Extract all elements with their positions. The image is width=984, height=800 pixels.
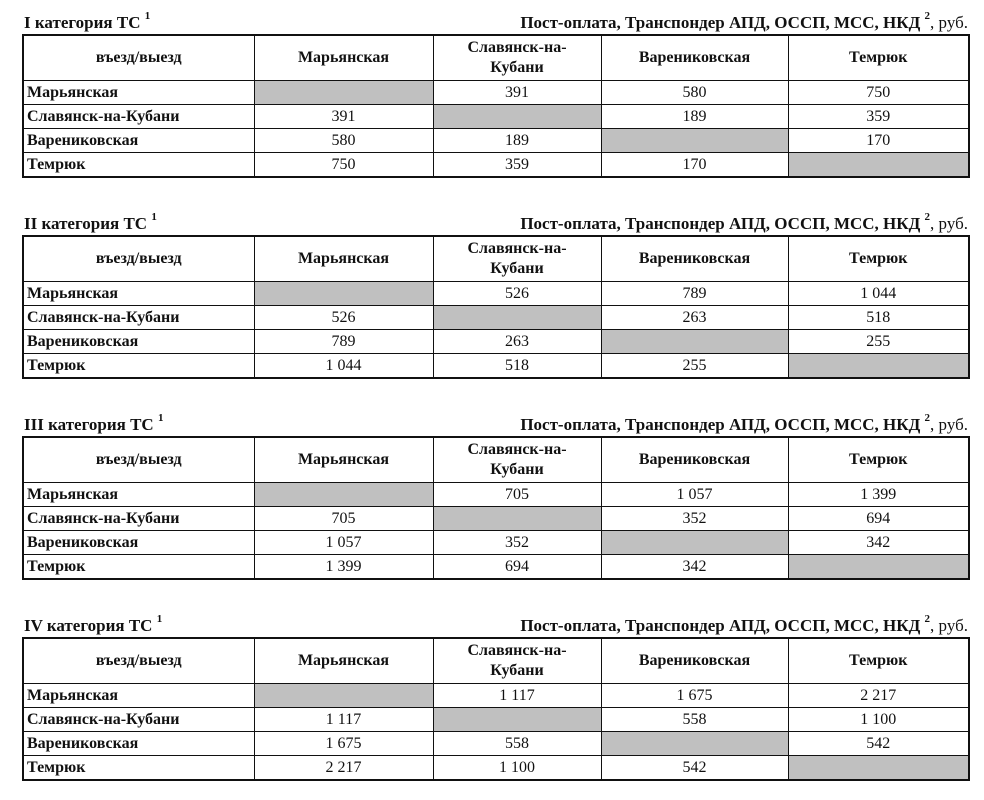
table-row — [23, 81, 969, 105]
payment-method-caption: Пост-оплата, Транспондер АПД, ОССП, МСС, НКД $^2$, руб. — [520, 211, 968, 233]
table-row — [23, 282, 969, 306]
tariff-table — [22, 637, 970, 781]
price-cell: 580 — [601, 81, 788, 105]
table-caption — [22, 12, 968, 34]
tariff-table — [22, 235, 970, 379]
payment-method-caption: Пост-оплата, Транспондер АПД, ОССП, МСС, НКД $^2$, руб. — [520, 412, 968, 434]
column-header: Марьянская — [254, 236, 433, 282]
table-row — [23, 708, 969, 732]
row-header: Марьянская — [23, 684, 254, 708]
payment-method-caption: Пост-оплата, Транспондер АПД, ОССП, МСС, НКД $^2$, руб. — [520, 10, 968, 32]
empty-cell — [601, 330, 788, 354]
empty-cell — [788, 555, 969, 580]
table-row — [23, 507, 969, 531]
table-row — [23, 684, 969, 708]
corner-header: въезд/выезд — [23, 236, 254, 282]
table-row — [23, 330, 969, 354]
price-cell: 542 — [601, 756, 788, 781]
payment-method-caption: Пост-оплата, Транспондер АПД, ОССП, МСС, НКД $^2$, руб. — [520, 613, 968, 635]
empty-cell — [254, 483, 433, 507]
column-header: Варениковская — [601, 236, 788, 282]
price-cell: 1 675 — [254, 732, 433, 756]
column-header: Темрюк — [788, 437, 969, 483]
price-cell: 1 100 — [788, 708, 969, 732]
column-header: Марьянская — [254, 35, 433, 81]
price-cell: 1 044 — [254, 354, 433, 379]
row-header: Варениковская — [23, 531, 254, 555]
price-cell: 789 — [601, 282, 788, 306]
empty-cell — [433, 105, 601, 129]
corner-header: въезд/выезд — [23, 437, 254, 483]
row-header: Темрюк — [23, 153, 254, 178]
empty-cell — [254, 81, 433, 105]
tariff-block-2 — [22, 213, 968, 379]
price-cell: 705 — [433, 483, 601, 507]
table-row — [23, 531, 969, 555]
price-cell: 580 — [254, 129, 433, 153]
column-header: Темрюк — [788, 35, 969, 81]
column-header: Славянск-на- Кубани — [433, 236, 601, 282]
price-cell: 558 — [601, 708, 788, 732]
price-cell: 526 — [433, 282, 601, 306]
category-title: II категория ТС $^1$ — [24, 211, 157, 233]
header-row — [23, 35, 969, 81]
price-cell: 342 — [788, 531, 969, 555]
footnote-marker: 1 — [144, 10, 151, 22]
column-header: Варениковская — [601, 35, 788, 81]
row-header: Темрюк — [23, 756, 254, 781]
column-header: Варениковская — [601, 638, 788, 684]
row-header: Варениковская — [23, 129, 254, 153]
price-cell: 391 — [254, 105, 433, 129]
row-header: Славянск-на-Кубани — [23, 507, 254, 531]
empty-cell — [788, 354, 969, 379]
empty-cell — [601, 732, 788, 756]
table-caption — [22, 213, 968, 235]
column-header: Славянск-на- Кубани — [433, 638, 601, 684]
price-cell: 789 — [254, 330, 433, 354]
row-header: Марьянская — [23, 81, 254, 105]
table-caption — [22, 615, 968, 637]
price-cell: 542 — [788, 732, 969, 756]
row-header: Славянск-на-Кубани — [23, 306, 254, 330]
table-row — [23, 555, 969, 580]
column-header: Темрюк — [788, 236, 969, 282]
price-cell: 263 — [433, 330, 601, 354]
price-cell: 750 — [788, 81, 969, 105]
corner-header: въезд/выезд — [23, 35, 254, 81]
price-cell: 558 — [433, 732, 601, 756]
tariff-block-4 — [22, 615, 968, 781]
price-cell: 189 — [601, 105, 788, 129]
footnote-marker: 2 — [924, 412, 931, 424]
price-cell: 1 675 — [601, 684, 788, 708]
empty-cell — [254, 684, 433, 708]
table-row — [23, 756, 969, 781]
tariff-block-1 — [22, 12, 968, 178]
row-header: Темрюк — [23, 354, 254, 379]
price-cell: 255 — [601, 354, 788, 379]
footnote-marker: 1 — [151, 211, 157, 223]
price-cell: 189 — [433, 129, 601, 153]
price-cell: 694 — [788, 507, 969, 531]
price-cell: 1 044 — [788, 282, 969, 306]
currency-unit: , руб. — [930, 214, 968, 233]
row-header: Марьянская — [23, 483, 254, 507]
price-cell: 518 — [433, 354, 601, 379]
price-cell: 750 — [254, 153, 433, 178]
price-cell: 359 — [788, 105, 969, 129]
price-cell: 1 057 — [254, 531, 433, 555]
empty-cell — [788, 756, 969, 781]
column-header: Славянск-на- Кубани — [433, 35, 601, 81]
category-title: IV категория ТС $^1$ — [24, 613, 163, 635]
footnote-marker: 2 — [924, 211, 931, 223]
category-title: I категория ТС $^1$ — [24, 10, 151, 32]
price-cell: 694 — [433, 555, 601, 580]
table-row — [23, 483, 969, 507]
column-header: Славянск-на- Кубани — [433, 437, 601, 483]
price-cell: 170 — [601, 153, 788, 178]
tariff-table — [22, 34, 970, 178]
column-header: Варениковская — [601, 437, 788, 483]
table-row — [23, 354, 969, 379]
column-header: Марьянская — [254, 437, 433, 483]
price-cell: 352 — [433, 531, 601, 555]
price-cell: 705 — [254, 507, 433, 531]
price-cell: 1 100 — [433, 756, 601, 781]
price-cell: 2 217 — [254, 756, 433, 781]
table-row — [23, 153, 969, 178]
header-row — [23, 638, 969, 684]
tariff-block-3 — [22, 414, 968, 580]
table-row — [23, 732, 969, 756]
empty-cell — [788, 153, 969, 178]
table-row — [23, 129, 969, 153]
footnote-marker: 1 — [156, 613, 163, 625]
price-cell: 342 — [601, 555, 788, 580]
price-cell: 263 — [601, 306, 788, 330]
column-header: Марьянская — [254, 638, 433, 684]
footnote-marker: 1 — [157, 412, 164, 424]
row-header: Марьянская — [23, 282, 254, 306]
empty-cell — [433, 306, 601, 330]
price-cell: 255 — [788, 330, 969, 354]
row-header: Варениковская — [23, 330, 254, 354]
footnote-marker: 2 — [924, 10, 931, 22]
currency-unit: , руб. — [930, 415, 968, 434]
price-cell: 1 117 — [433, 684, 601, 708]
table-caption — [22, 414, 968, 436]
price-cell: 1 057 — [601, 483, 788, 507]
empty-cell — [601, 531, 788, 555]
tariff-table — [22, 436, 970, 580]
empty-cell — [433, 507, 601, 531]
row-header: Славянск-на-Кубани — [23, 105, 254, 129]
corner-header: въезд/выезд — [23, 638, 254, 684]
header-row — [23, 236, 969, 282]
price-cell: 170 — [788, 129, 969, 153]
price-cell: 359 — [433, 153, 601, 178]
price-cell: 2 217 — [788, 684, 969, 708]
row-header: Славянск-на-Кубани — [23, 708, 254, 732]
price-cell: 518 — [788, 306, 969, 330]
row-header: Варениковская — [23, 732, 254, 756]
price-cell: 1 399 — [254, 555, 433, 580]
row-header: Темрюк — [23, 555, 254, 580]
column-header: Темрюк — [788, 638, 969, 684]
price-cell: 391 — [433, 81, 601, 105]
price-cell: 526 — [254, 306, 433, 330]
empty-cell — [254, 282, 433, 306]
price-cell: 1 399 — [788, 483, 969, 507]
table-row — [23, 306, 969, 330]
footnote-marker: 2 — [924, 613, 931, 625]
empty-cell — [601, 129, 788, 153]
category-title: III категория ТС $^1$ — [24, 412, 164, 434]
table-row — [23, 105, 969, 129]
header-row — [23, 437, 969, 483]
currency-unit: , руб. — [930, 616, 968, 635]
empty-cell — [433, 708, 601, 732]
price-cell: 1 117 — [254, 708, 433, 732]
price-cell: 352 — [601, 507, 788, 531]
currency-unit: , руб. — [930, 13, 968, 32]
